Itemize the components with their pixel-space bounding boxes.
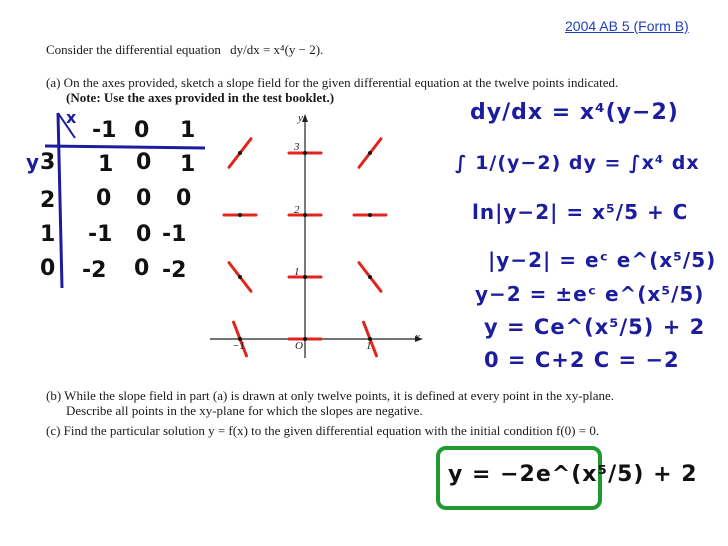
- work-line-1: dy/dx = x⁴(y−2): [470, 100, 679, 125]
- table-x-label: x: [66, 108, 78, 127]
- origin-label: O: [295, 340, 303, 352]
- table-row-y: 0: [40, 256, 56, 281]
- part-a-text: (a) On the axes provided, sketch a slope field for the given differential equation at the twelve points indicated.: [46, 75, 619, 90]
- part-a-note: (Note: Use the axes provided in the test booklet.): [66, 90, 335, 105]
- y-tick-label: 3: [294, 141, 300, 153]
- table-x-value: 0: [134, 118, 150, 143]
- table-cell: 0: [136, 186, 152, 211]
- table-x-value: 1: [180, 118, 196, 143]
- table-cell: -2: [162, 258, 187, 283]
- work-line-4: |y−2| = eᶜ e^(x⁵/5): [488, 248, 717, 272]
- grid-point: [238, 275, 242, 279]
- source-link[interactable]: 2004 AB 5 (Form B): [565, 18, 689, 34]
- grid-point: [303, 337, 307, 341]
- grid-point: [303, 275, 307, 279]
- table-row-y: 2: [40, 188, 56, 213]
- grid-point: [368, 275, 372, 279]
- intro-text: Consider the differential equation: [46, 42, 221, 57]
- grid-point: [238, 213, 242, 217]
- table-cell: 0: [96, 186, 112, 211]
- x-tick-label: 1: [366, 340, 372, 352]
- table-cell: 0: [136, 222, 152, 247]
- table-cell: 0: [176, 186, 192, 211]
- table-cell: 1: [180, 152, 196, 177]
- table-row-y: 3: [40, 150, 56, 175]
- problem-intro: [46, 42, 323, 57]
- grid-point: [368, 213, 372, 217]
- answer-box: [436, 446, 698, 510]
- slope-table: [10, 108, 210, 293]
- part-b-text: (b) While the slope field in part (a) is drawn at only twelve points, it is defined at every point in the xy-plane.: [46, 388, 614, 403]
- slope-field-axes: [205, 108, 430, 358]
- work-line-6: y = Ce^(x⁵/5) + 2: [484, 315, 706, 339]
- x-axis-label: x: [415, 331, 420, 343]
- x-tick-label: −1: [232, 340, 245, 352]
- table-x-value: -1: [92, 118, 117, 143]
- grid-point: [238, 151, 242, 155]
- table-cell: -1: [162, 222, 187, 247]
- part-b-text-cont: Describe all points in the xy-plane for which the slopes are negative.: [66, 403, 423, 418]
- y-axis-label: y: [298, 112, 303, 124]
- y-tick-label: 1: [294, 266, 300, 278]
- table-y-label: y: [26, 150, 41, 174]
- grid-point: [368, 151, 372, 155]
- y-tick-label: 2: [294, 204, 300, 216]
- table-cell: 0: [136, 150, 152, 175]
- grid-point: [303, 151, 307, 155]
- table-cell: -1: [88, 222, 113, 247]
- table-cell: 1: [98, 152, 114, 177]
- grid-point: [303, 213, 307, 217]
- equation: dy/dx = x⁴(y − 2).: [230, 42, 324, 57]
- work-line-7: 0 = C+2 C = −2: [484, 348, 680, 372]
- part-c-text: (c) Find the particular solution y = f(x) to the given differential equation with the initial condition f(0) = 0.: [46, 423, 600, 438]
- table-cell: 0: [134, 256, 150, 281]
- table-cell: -2: [82, 258, 107, 283]
- work-line-2: ∫ 1/(y−2) dy = ∫x⁴ dx: [455, 152, 700, 174]
- table-row-y: 1: [40, 222, 56, 247]
- final-answer: y = −2e^(x⁵/5) + 2: [448, 462, 698, 487]
- work-line-3: ln|y−2| = x⁵/5 + C: [472, 200, 689, 224]
- work-line-5: y−2 = ±eᶜ e^(x⁵/5): [475, 282, 705, 306]
